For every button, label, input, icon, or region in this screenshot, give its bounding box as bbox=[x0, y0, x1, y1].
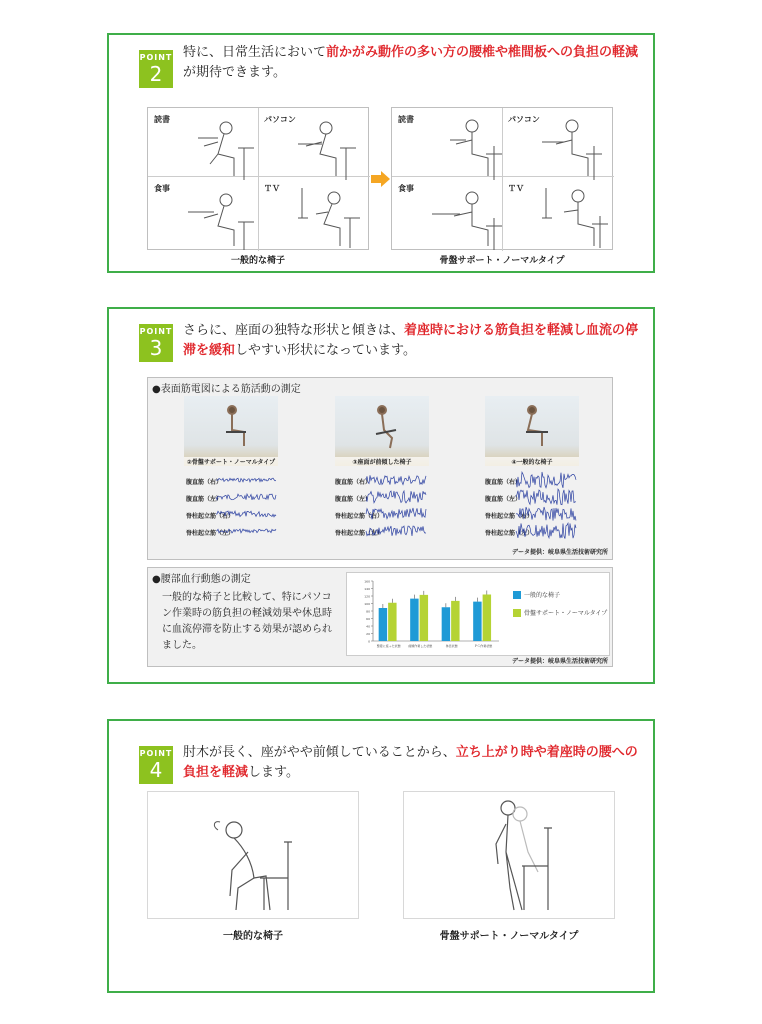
muscle-label: 腹直筋（右） bbox=[485, 479, 522, 486]
bar bbox=[420, 595, 428, 641]
photo-caption: ④一般的な椅子 bbox=[485, 457, 579, 466]
category-label: ＰＣ作業状態 bbox=[474, 644, 493, 648]
emg-trace bbox=[216, 494, 276, 500]
caption-common-chair: 一般的な椅子 bbox=[230, 256, 285, 266]
emg-title: ●表面筋電図による筋活動の測定 bbox=[152, 384, 301, 395]
photo-caption: ③座面が前傾した椅子 bbox=[335, 457, 429, 466]
label-tv: ＴＶ bbox=[264, 184, 280, 193]
muscle-label: 脊柱起立筋（左） bbox=[335, 530, 384, 537]
blood-flow-section bbox=[147, 567, 613, 667]
blood-description: 一般的な椅子と比較して、特にパソコン作業時の筋負担の軽減効果や休息時に血流停滞を防止する効果が認められました。 bbox=[162, 592, 332, 651]
bar bbox=[379, 608, 387, 641]
muscle-label: 腹直筋（左） bbox=[186, 496, 223, 503]
emg-trace bbox=[516, 489, 576, 505]
point-badge: POINT 2 bbox=[139, 50, 173, 88]
pelvic-support-standing-illustration bbox=[403, 791, 615, 919]
y-tick-label: 20 bbox=[366, 632, 370, 636]
common-chair-standing-illustration bbox=[147, 791, 359, 919]
muscle-label: 腹直筋（左） bbox=[335, 496, 372, 503]
arrow-right-icon bbox=[371, 171, 391, 187]
legend-swatch bbox=[513, 591, 521, 599]
emg-trace bbox=[516, 507, 576, 521]
point-badge: POINT 3 bbox=[139, 324, 173, 362]
data-credit: データ提供：岐阜県生活技術研究所 bbox=[511, 549, 608, 556]
point4-panel bbox=[107, 719, 655, 993]
caption-pelvic-support: 骨盤サポート・ノーマルタイプ bbox=[439, 256, 565, 266]
emg-waveforms bbox=[148, 378, 614, 561]
muscle-label: 脊柱起立筋（右） bbox=[335, 513, 384, 520]
muscle-label: 腹直筋（右） bbox=[335, 479, 372, 486]
blood-chart bbox=[346, 572, 610, 656]
emg-trace bbox=[516, 523, 576, 538]
emg-trace bbox=[216, 478, 276, 482]
common-chair-illustrations bbox=[147, 107, 369, 250]
caption-common-chair: 一般的な椅子 bbox=[223, 931, 283, 942]
photo-caption: ②骨盤サポート・ノーマルタイプ bbox=[184, 457, 278, 466]
pelvic-support-illustrations bbox=[391, 107, 613, 250]
category-label: 整姿に座った状態 bbox=[376, 644, 401, 648]
bar bbox=[451, 601, 459, 641]
data-credit: データ提供：岐阜県生活技術研究所 bbox=[511, 658, 608, 665]
caption-pelvic-support: 骨盤サポート・ノーマルタイプ bbox=[439, 931, 579, 942]
label-reading: 読書 bbox=[398, 115, 414, 124]
y-tick-label: 120 bbox=[364, 594, 370, 599]
emg-trace bbox=[216, 511, 276, 517]
y-tick-label: 140 bbox=[364, 587, 370, 591]
bar bbox=[388, 603, 396, 641]
bar bbox=[483, 595, 491, 642]
sitting-figures-illustration bbox=[148, 108, 370, 251]
label-pc: パソコン bbox=[264, 115, 296, 124]
point2-panel bbox=[107, 33, 655, 273]
label-pc: パソコン bbox=[508, 115, 540, 124]
label-meal: 食事 bbox=[154, 184, 170, 193]
person-standing-up-illustration bbox=[148, 792, 360, 920]
emg-trace bbox=[366, 526, 426, 536]
bar bbox=[410, 599, 418, 641]
category-label: 休息状態 bbox=[445, 644, 458, 648]
muscle-label: 腹直筋（右） bbox=[186, 479, 223, 486]
y-tick-label: 160 bbox=[364, 579, 370, 584]
muscle-label: 腹直筋（左） bbox=[485, 496, 522, 503]
emg-trace bbox=[366, 491, 426, 503]
label-meal: 食事 bbox=[398, 184, 414, 193]
muscle-label: 脊柱起立筋（右） bbox=[186, 513, 235, 520]
y-tick-label: 40 bbox=[366, 624, 370, 629]
legend-label: 一般的な椅子 bbox=[524, 592, 561, 599]
label-reading: 読書 bbox=[154, 115, 170, 124]
emg-trace bbox=[366, 475, 426, 484]
emg-trace bbox=[216, 529, 276, 533]
point2-heading: 特に、日常生活において前かがみ動作の多い方の腰椎や椎間板への負担の軽減が期待できます。 bbox=[183, 45, 639, 80]
emg-trace bbox=[516, 472, 576, 488]
y-tick-label: 0 bbox=[368, 639, 370, 644]
point-badge: POINT 4 bbox=[139, 746, 173, 784]
muscle-label: 脊柱起立筋（左） bbox=[485, 530, 534, 537]
label-tv: ＴＶ bbox=[508, 184, 524, 193]
point3-heading: さらに、座面の独特な形状と傾きは、着座時における筋負担を軽減し血流の停滞を緩和しやすい形状になっています。 bbox=[183, 323, 639, 358]
blood-title: ●腰部血行動態の測定 bbox=[152, 574, 251, 585]
emg-trace bbox=[366, 508, 426, 519]
emg-section bbox=[147, 377, 613, 560]
bar bbox=[442, 607, 450, 641]
muscle-label: 脊柱起立筋（左） bbox=[186, 530, 235, 537]
person-standing-up-illustration bbox=[404, 792, 616, 920]
point4-heading: 肘木が長く、座がやや前傾していることから、立ち上がり時や着座時の腰への負担を軽減します。 bbox=[183, 745, 638, 780]
legend-swatch bbox=[513, 609, 521, 617]
category-label: 前傾作業した状態 bbox=[408, 644, 433, 648]
point3-panel bbox=[107, 307, 655, 684]
y-tick-label: 100 bbox=[364, 602, 370, 606]
bar-chart-svg bbox=[347, 573, 609, 655]
y-tick-label: 60 bbox=[366, 617, 370, 621]
muscle-label: 脊柱起立筋（右） bbox=[485, 513, 534, 520]
y-tick-label: 80 bbox=[366, 609, 370, 614]
bar bbox=[473, 602, 481, 641]
legend-label: 骨盤サポート・ノーマルタイプ bbox=[524, 610, 608, 617]
sitting-figures-illustration bbox=[392, 108, 614, 251]
